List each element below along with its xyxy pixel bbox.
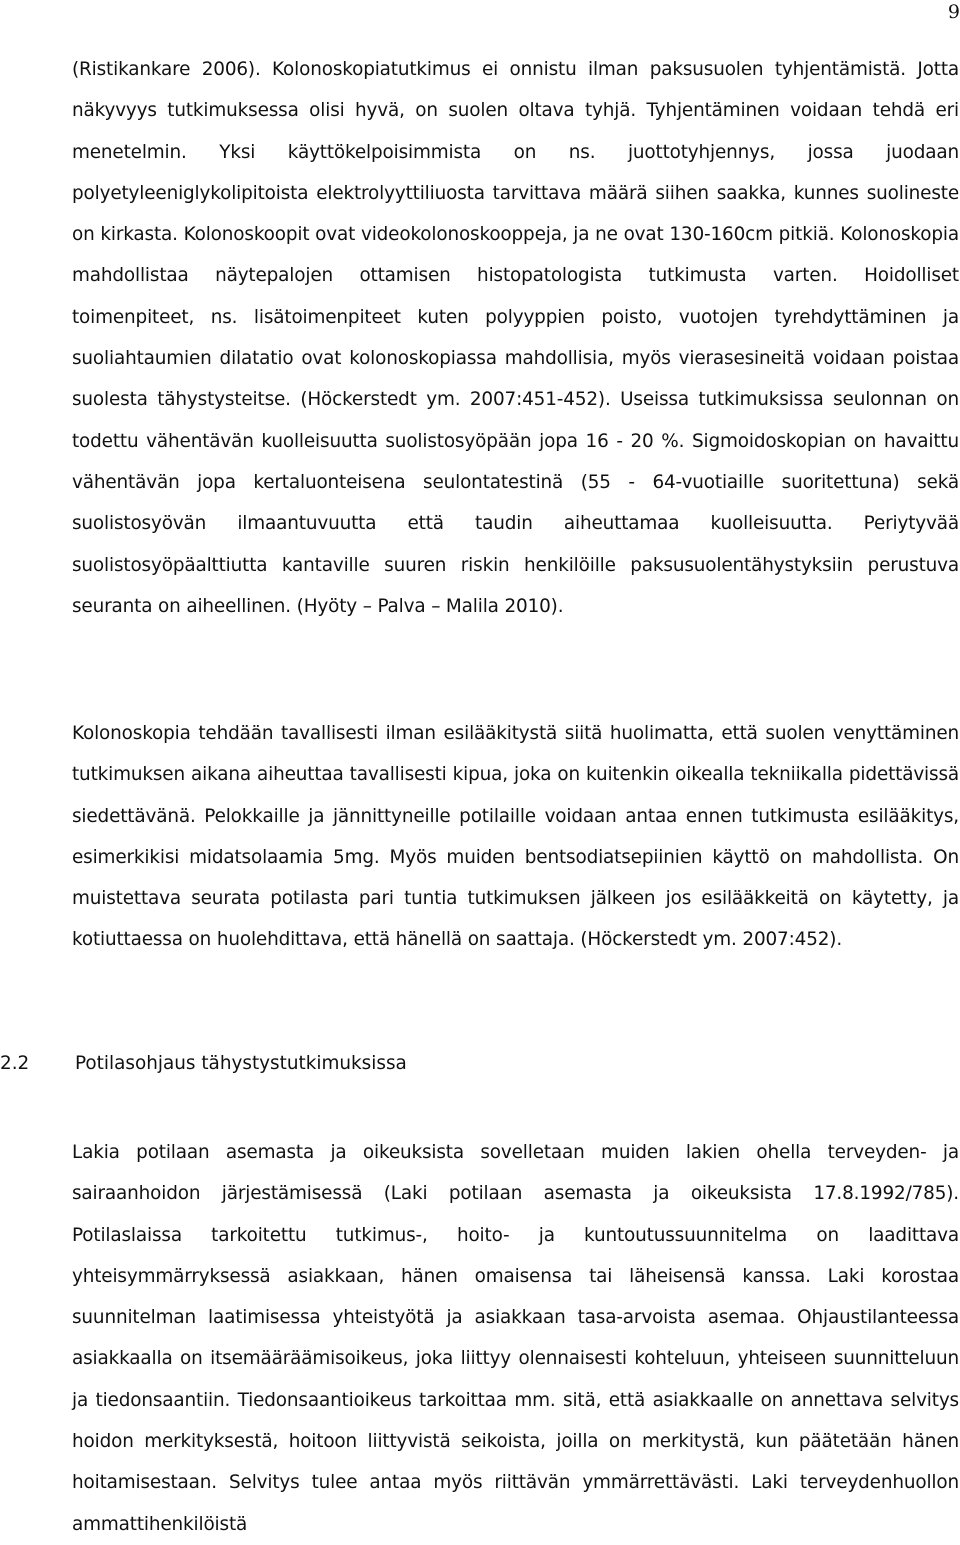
section-number: 2.2	[0, 1053, 30, 1074]
section-title: Potilasohjaus tähystystutkimuksissa	[75, 1053, 407, 1074]
body-paragraph-1: (Ristikankare 2006). Kolonoskopiatutkimus ei onnistu ilman paksusuolen tyhjentämistä. Jotta näkyvyys tutkimuksessa olisi hyvä, on suolen oltava tyhjä. Tyhjentäminen voidaan tehdä eri menetelmin. Yksi käyttökelpoisimmista on ns. juottotyhjennys, jossa juodaan polyetyleeniglykolipitoista elektrolyyttiliuosta tarvittava määrä siihen saakka, kunnes suolineste on kirkasta. Kolonoskoopit ovat videokolonoskooppeja, ja ne ovat 130-160cm pitkiä. Kolonoskopia mahdollistaa näytepalojen ottamisen histopatologista tutkimusta varten. Hoidolliset toimenpiteet, ns. lisätoimenpiteet kuten polyyppien poisto, vuotojen tyrehdyttäminen ja suoliahtaumien dilatatio ovat kolonoskopiassa mahdollisia, myös vierasesineitä voidaan poistaa suolesta tähystysteitse. (Höckerstedt ym. 2007:451-452). Useissa tutkimuksissa seulonnan on todettu vähentävän kuolleisuutta suolistosyöpään jopa 16 - 20 %. Sigmoidoskopian on havaittu vähentävän jopa kertaluonteisena seulontatestinä (55 - 64-vuotiaille suoritettuna) sekä suolistosyövän ilmaantuvuutta että taudin aiheuttamaa kuolleisuutta. Periytyvää suolistosyöpäalttiutta kantaville suuren riskin henkilöille paksusuolentähystyksiin perustuva seuranta on aiheellinen. (Hyöty – Palva – Malila 2010).	[72, 59, 959, 617]
body-paragraph-2: Kolonoskopia tehdään tavallisesti ilman esilääkitystä siitä huolimatta, että suolen venyttäminen tutkimuksen aikana aiheuttaa tavallisesti kipua, joka on kuitenkin oikealla tekniikalla pidettävissä siedettävänä. Pelokkaille ja jännittyneille potilaille voidaan antaa ennen tutkimusta esilääkitys, esimerkikisi midatsolaamia 5mg. Myös muiden bentsodiatsepiinien käyttö on mahdollista. On muistettava seurata potilasta pari tuntia tutkimuksen jälkeen jos esilääkkeitä on käytetty, ja kotiuttaessa on huolehdittava, että hänellä on saattaja. (Höckerstedt ym. 2007:452).	[72, 723, 959, 951]
page-number: 9	[947, 1, 960, 23]
body-paragraph-3: Lakia potilaan asemasta ja oikeuksista sovelletaan muiden lakien ohella terveyden- ja sairaanhoidon järjestämisessä (Laki potilaan asemasta ja oikeuksista 17.8.1992/785). Potilaslaissa tarkoitettu tutkimus-, hoito- ja kuntoutussuunnitelma on laadittava yhteisymmärryksessä asiakkaan, hänen omaisensa tai läheisensä kanssa. Laki korostaa suunnitelman laatimisessa yhteistyötä ja asiakkaan tasa-arvoista asemaa. Ohjaustilanteessa asiakkaalla on itsemääräämisoikeus, joka liittyy olennaisesti kohteluun, yhteiseen suunnitteluun ja tiedonsaantiin. Tiedonsaantioikeus tarkoittaa mm. sitä, että asiakkaalle on annettava selvitys hoidon merkityksestä, hoitoon liittyvistä seikoista, joilla on merkitystä, kun päätetään hänen hoitamisestaan. Selvitys tulee antaa myös riittävän ymmärrettävästi. Laki terveydenhuollon ammattihenkilöistä	[72, 1142, 959, 1535]
